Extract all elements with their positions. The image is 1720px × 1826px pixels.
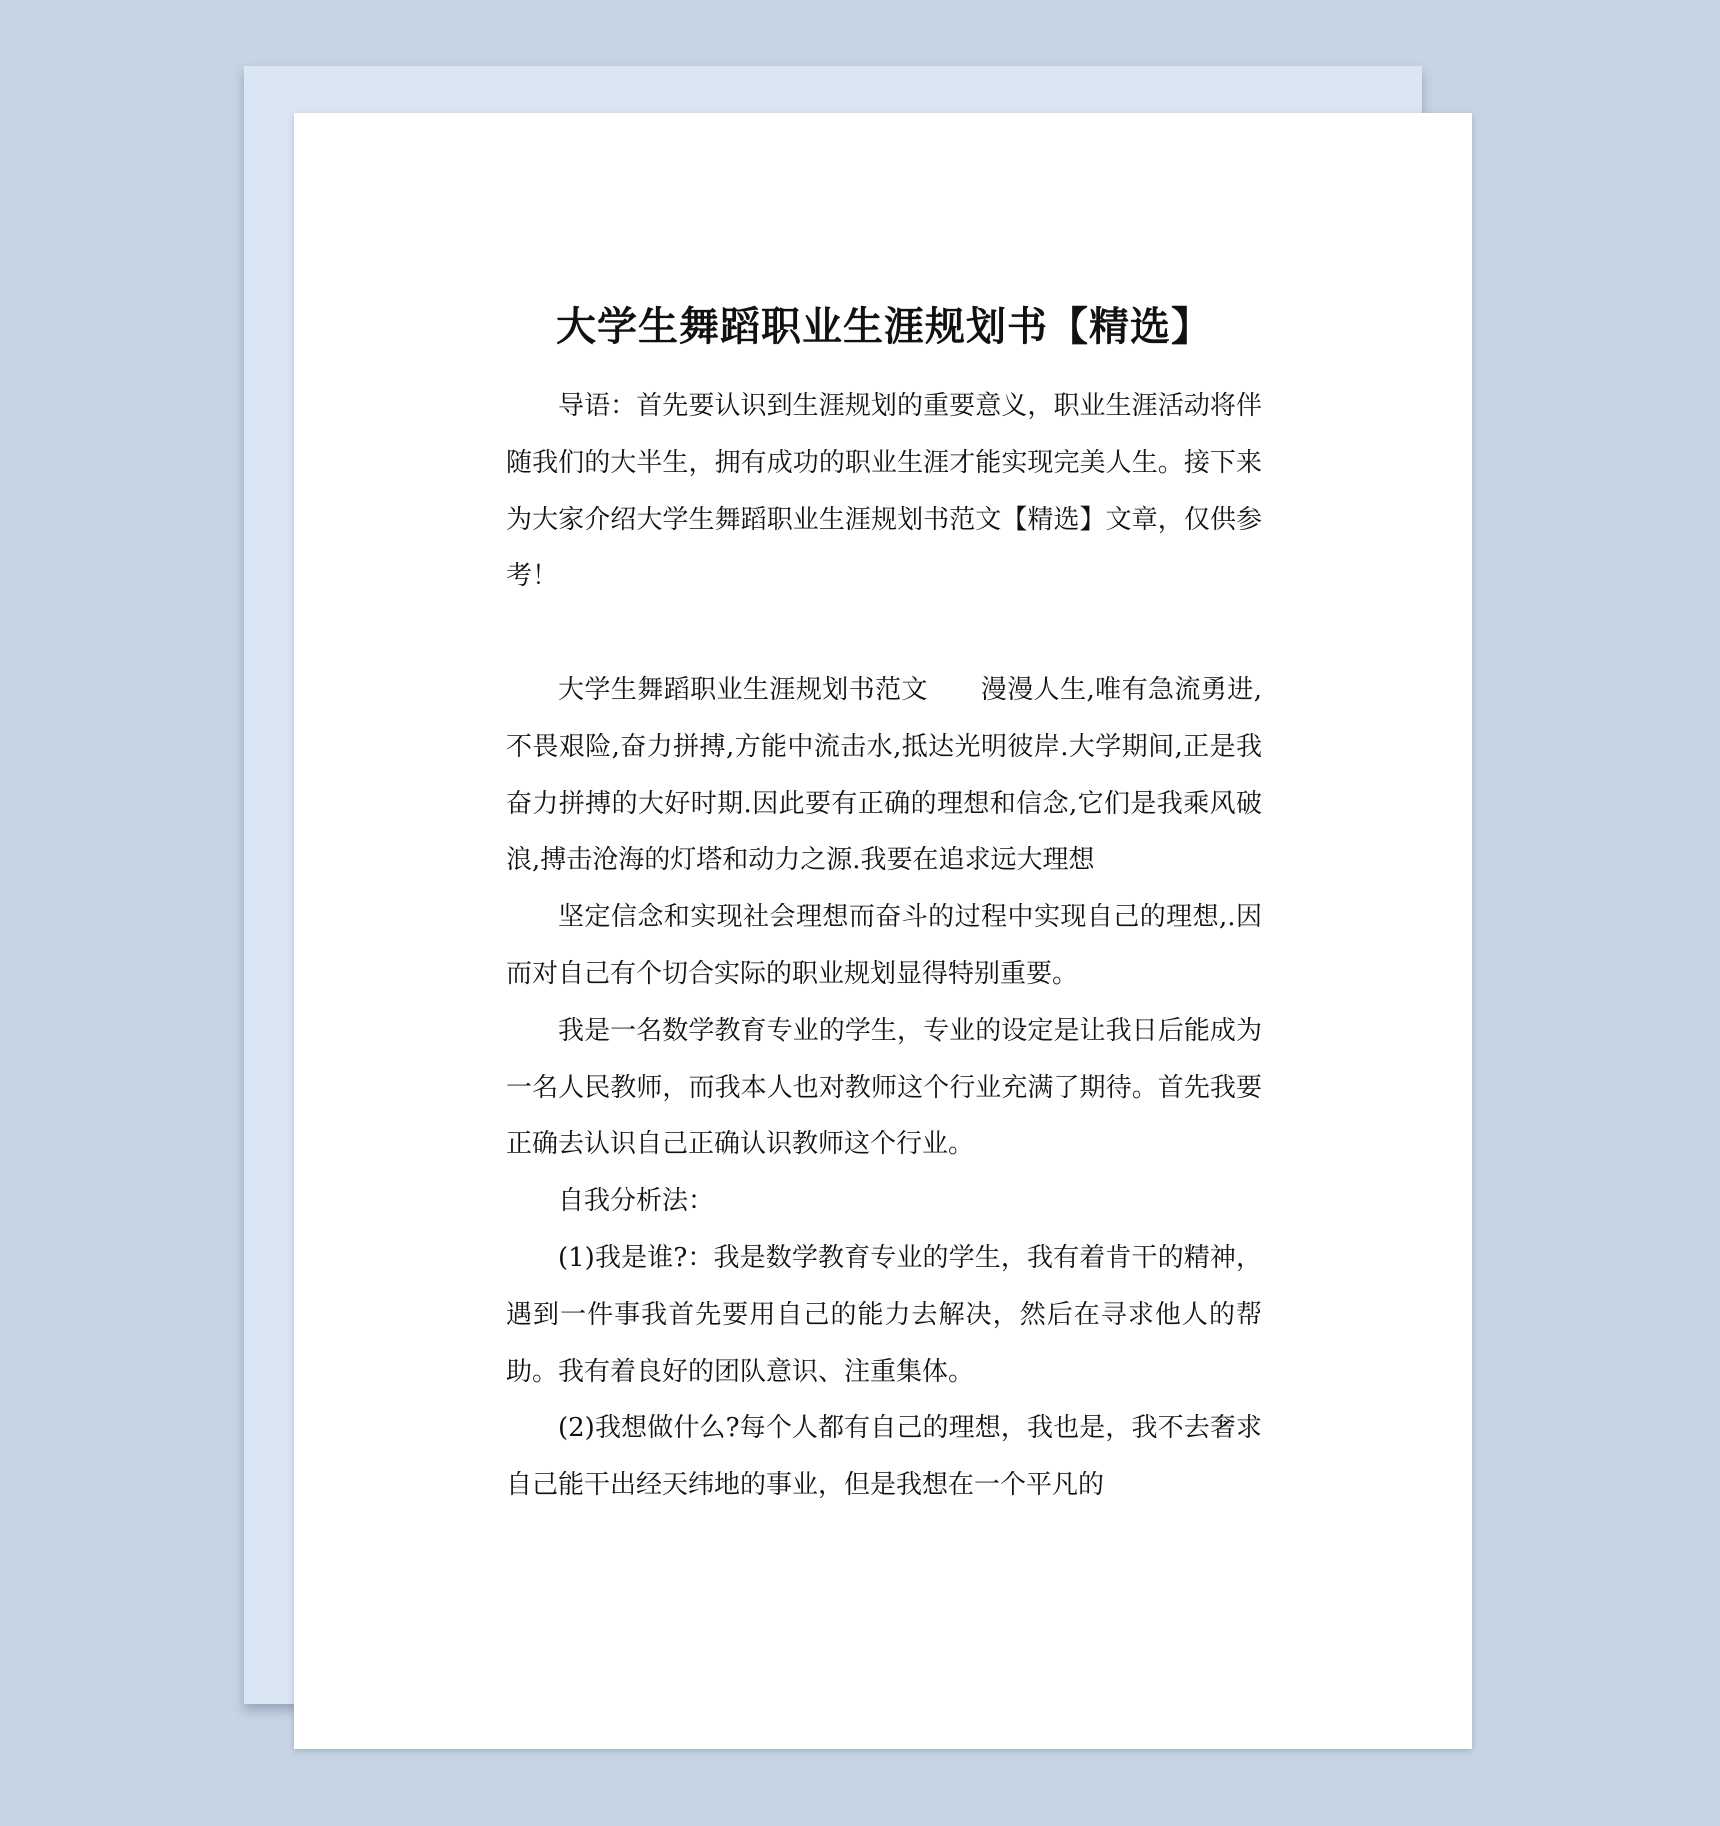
document-page (294, 113, 1472, 1749)
body-paragraph: 坚定信念和实现社会理想而奋斗的过程中实现自己的理想,.因而对自己有个切合实际的职业规划显得特别重要。 (506, 902, 1262, 989)
body-paragraph: (1)我是谁?：我是数学教育专业的学生，我有着肯干的精神，遇到一件事我首先要用自己的能力去解决，然后在寻求他人的帮助。我有着良好的团队意识、注重集体。 (506, 1242, 1262, 1387)
body-paragraph: 我是一名数学教育专业的学生，专业的设定是让我日后能成为一名人民教师，而我本人也对教师这个行业充满了期待。首先我要正确去认识自己正确认识教师这个行业。 (506, 1015, 1262, 1160)
body-paragraph: (2)我想做什么?每个人都有自己的理想，我也是，我不去奢求自己能干出经天纬地的事业，但是我想在一个平凡的 (506, 1413, 1262, 1501)
document-title: 大学生舞蹈职业生涯规划书【精选】 (556, 303, 1212, 350)
document-body (506, 298, 1262, 1514)
paragraph-spacer (506, 605, 1262, 662)
section-heading-self-analysis: 自我分析法： (558, 1186, 715, 1217)
body-paragraph: 大学生舞蹈职业生涯规划书范文 漫漫人生,唯有急流勇进,不畏艰险,奋力拼搏,方能中流击水,抵达光明彼岸.大学期间,正是我奋力拼搏的大好时期.因此要有正确的理想和信念,它们是我乘风破浪,搏击沧海的灯塔和动力之源.我要在追求远大理想 (506, 674, 1262, 876)
intro-paragraph: 导语：首先要认识到生涯规划的重要意义，职业生涯活动将伴随我们的大半生，拥有成功的职业生涯才能实现完美人生。接下来为大家介绍大学生舞蹈职业生涯规划书范文【精选】文章，仅供参考！ (506, 391, 1262, 592)
